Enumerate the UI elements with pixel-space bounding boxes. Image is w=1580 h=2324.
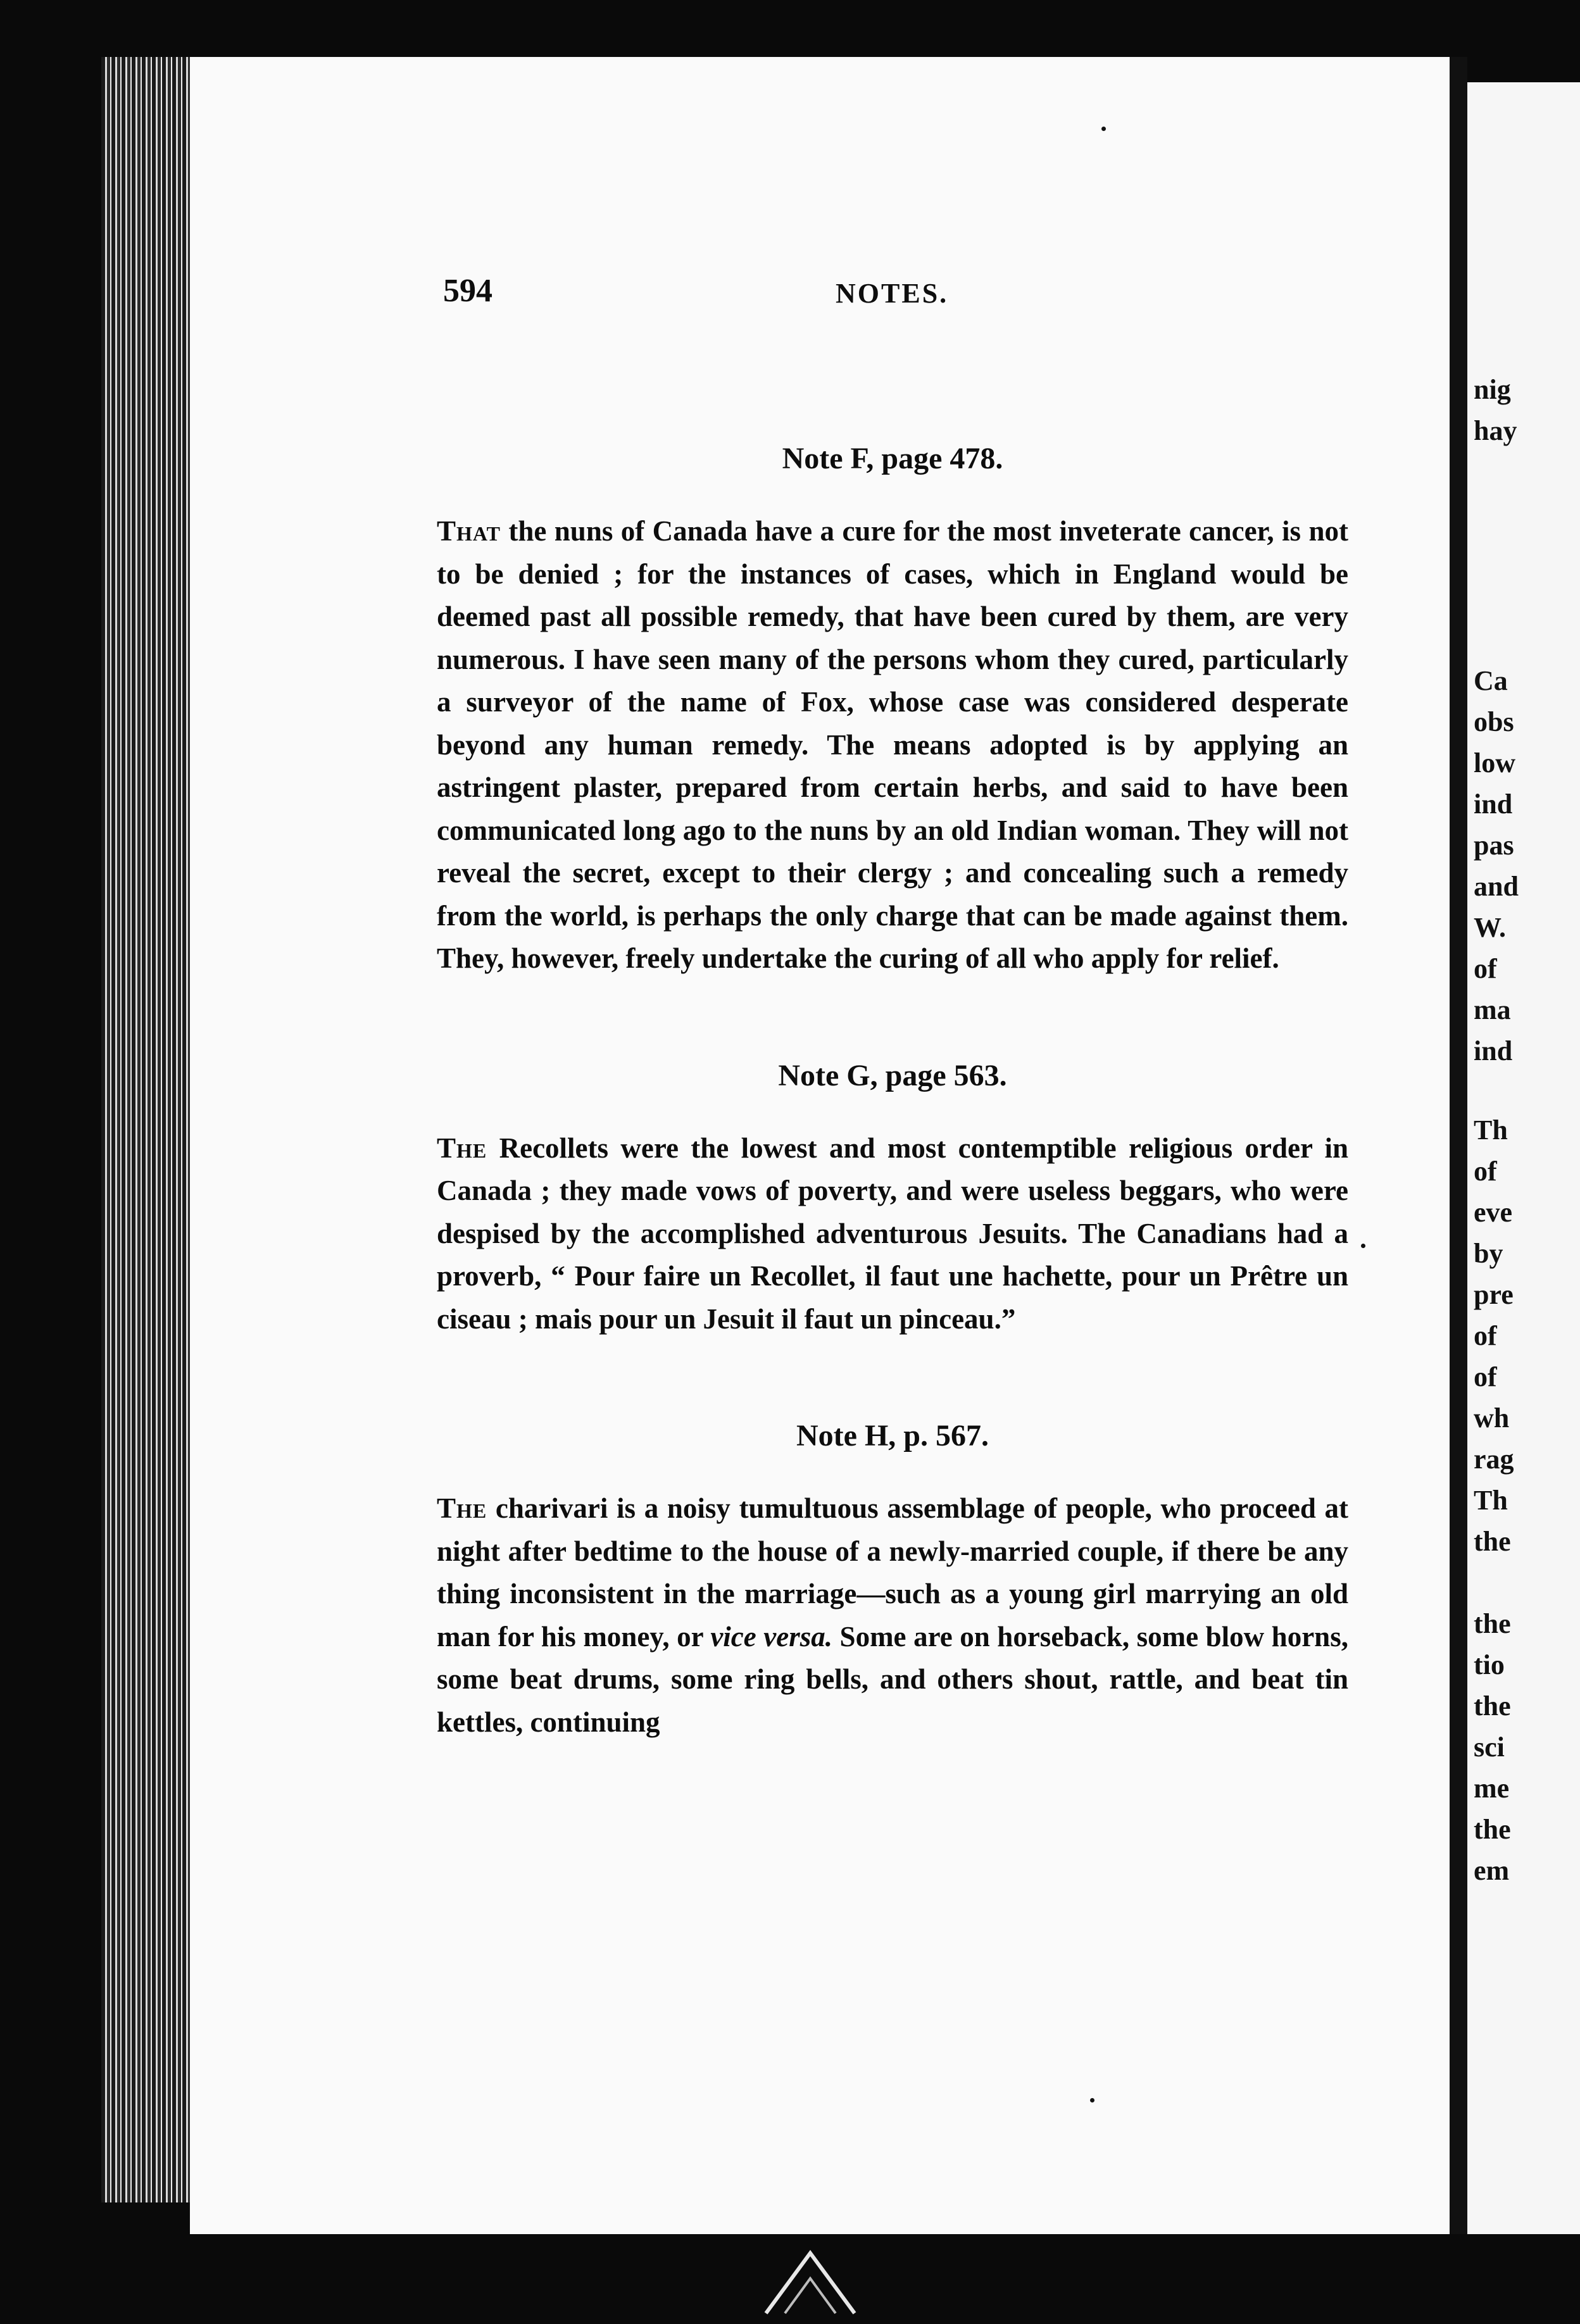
lead-word: The — [437, 1132, 487, 1164]
note-g — [437, 1054, 1348, 1341]
book-gutter — [1450, 57, 1467, 2234]
facing-page-word-fragment: of — [1474, 953, 1497, 984]
facing-page-word-fragment: the — [1474, 1526, 1511, 1557]
running-title: NOTES. — [836, 278, 949, 309]
facing-page-fragment — [1467, 82, 1580, 2234]
facing-page-word-fragment: Th — [1474, 1485, 1508, 1516]
note-heading: Note G, page 563. — [778, 1058, 1007, 1092]
facing-page-word-fragment: rag — [1474, 1444, 1514, 1475]
lead-word: That — [437, 515, 501, 547]
note-heading: Note F, page 478. — [782, 442, 1003, 475]
facing-page-word-fragment: the — [1474, 1608, 1511, 1639]
note-text: the nuns of Canada have a cure for the most inveterate cancer, is not to be denied ; for the instances of cases, which in England would be deemed past all possible remedy, that have been cured by them, are very numerous. I have seen many of the persons whom they cured, particularly a surveyor of the name of Fox, whose case was considered desperate beyond any human remedy. The means adopted is by applying an astringent plaster, prepared from certain herbs, and said to have been communicated long ago to the nuns by an old Indian woman. They will not reveal the secret, except to their clergy ; and concealing such a remedy from the world, is perhaps the only charge that can be made against them. They, however, freely undertake the curing of all who apply for relief. — [437, 515, 1348, 974]
facing-page-word-fragment: me — [1474, 1773, 1510, 1804]
facing-page-word-fragment: of — [1474, 1361, 1497, 1392]
facing-page-word-fragment: of — [1474, 1320, 1497, 1351]
page-number: 594 — [443, 273, 492, 309]
italic-phrase: vice versa. — [710, 1620, 832, 1652]
facing-page-word-fragment: obs — [1474, 706, 1514, 737]
notes-body — [437, 437, 1348, 1744]
running-head — [443, 272, 1361, 323]
ink-speck — [1090, 2098, 1094, 2102]
facing-page-word-fragment: sci — [1474, 1732, 1505, 1763]
facing-page-word-fragment: of — [1474, 1156, 1497, 1187]
facing-page-word-fragment: em — [1474, 1855, 1510, 1886]
facing-page-word-fragment: Th — [1474, 1115, 1508, 1146]
facing-page-word-fragment: ma — [1474, 994, 1511, 1025]
lead-word: The — [437, 1492, 487, 1524]
ink-speck — [1361, 1244, 1365, 1248]
facing-page-word-fragment: nig — [1474, 374, 1511, 405]
facing-page-word-fragment: pas — [1474, 830, 1514, 861]
ink-speck — [1101, 127, 1106, 131]
facing-page-word-fragment: the — [1474, 1690, 1511, 1721]
facing-page-word-fragment: ind — [1474, 1035, 1513, 1066]
note-paragraph — [437, 1487, 1348, 1744]
facing-page-word-fragment: hay — [1474, 415, 1517, 446]
facing-page-word-fragment: the — [1474, 1814, 1511, 1845]
facing-page-word-fragment: eve — [1474, 1197, 1513, 1228]
note-text: charivari is a noisy tumultuous assemblage of people, who proceed at night after bedtime to the house of a newly-married couple, if there be any thing inconsistent in the marriage—such as a young girl marrying an old man for his money, or — [437, 1492, 1348, 1652]
facing-page-word-fragment: wh — [1474, 1403, 1510, 1434]
facing-page-word-fragment: Ca — [1474, 665, 1508, 696]
note-h — [437, 1414, 1348, 1744]
note-text: Some are on horseback, some blow horns, some beat drums, some ring bells, and others shout, rattle, and beat tin kettles, continuing — [437, 1620, 1348, 1738]
facing-page-word-fragment: ind — [1474, 789, 1513, 820]
note-f — [437, 437, 1348, 980]
facing-page-word-fragment: tio — [1474, 1649, 1505, 1680]
facing-page-word-fragment: and — [1474, 871, 1519, 902]
facing-page-word-fragment: W. — [1474, 912, 1506, 943]
note-paragraph — [437, 510, 1348, 980]
note-heading: Note H, p. 567. — [796, 1419, 989, 1452]
scan-clip-mark — [760, 2240, 861, 2316]
note-paragraph — [437, 1127, 1348, 1341]
facing-page-word-fragment: by — [1474, 1238, 1503, 1269]
note-text: Recollets were the lowest and most contemptible religious order in Canada ; they made vows of poverty, and were useless beggars, who were despised by the accomplished adventurous Jesuits. The Canadians had a proverb, “ Pour faire un Recollet, il faut une hachette, pour un Prêtre un ciseau ; mais pour un Jesuit il faut un pinceau.” — [437, 1132, 1348, 1335]
facing-page-word-fragment: pre — [1474, 1279, 1514, 1310]
page-edges — [101, 57, 196, 2202]
facing-page-word-fragment: low — [1474, 747, 1515, 778]
